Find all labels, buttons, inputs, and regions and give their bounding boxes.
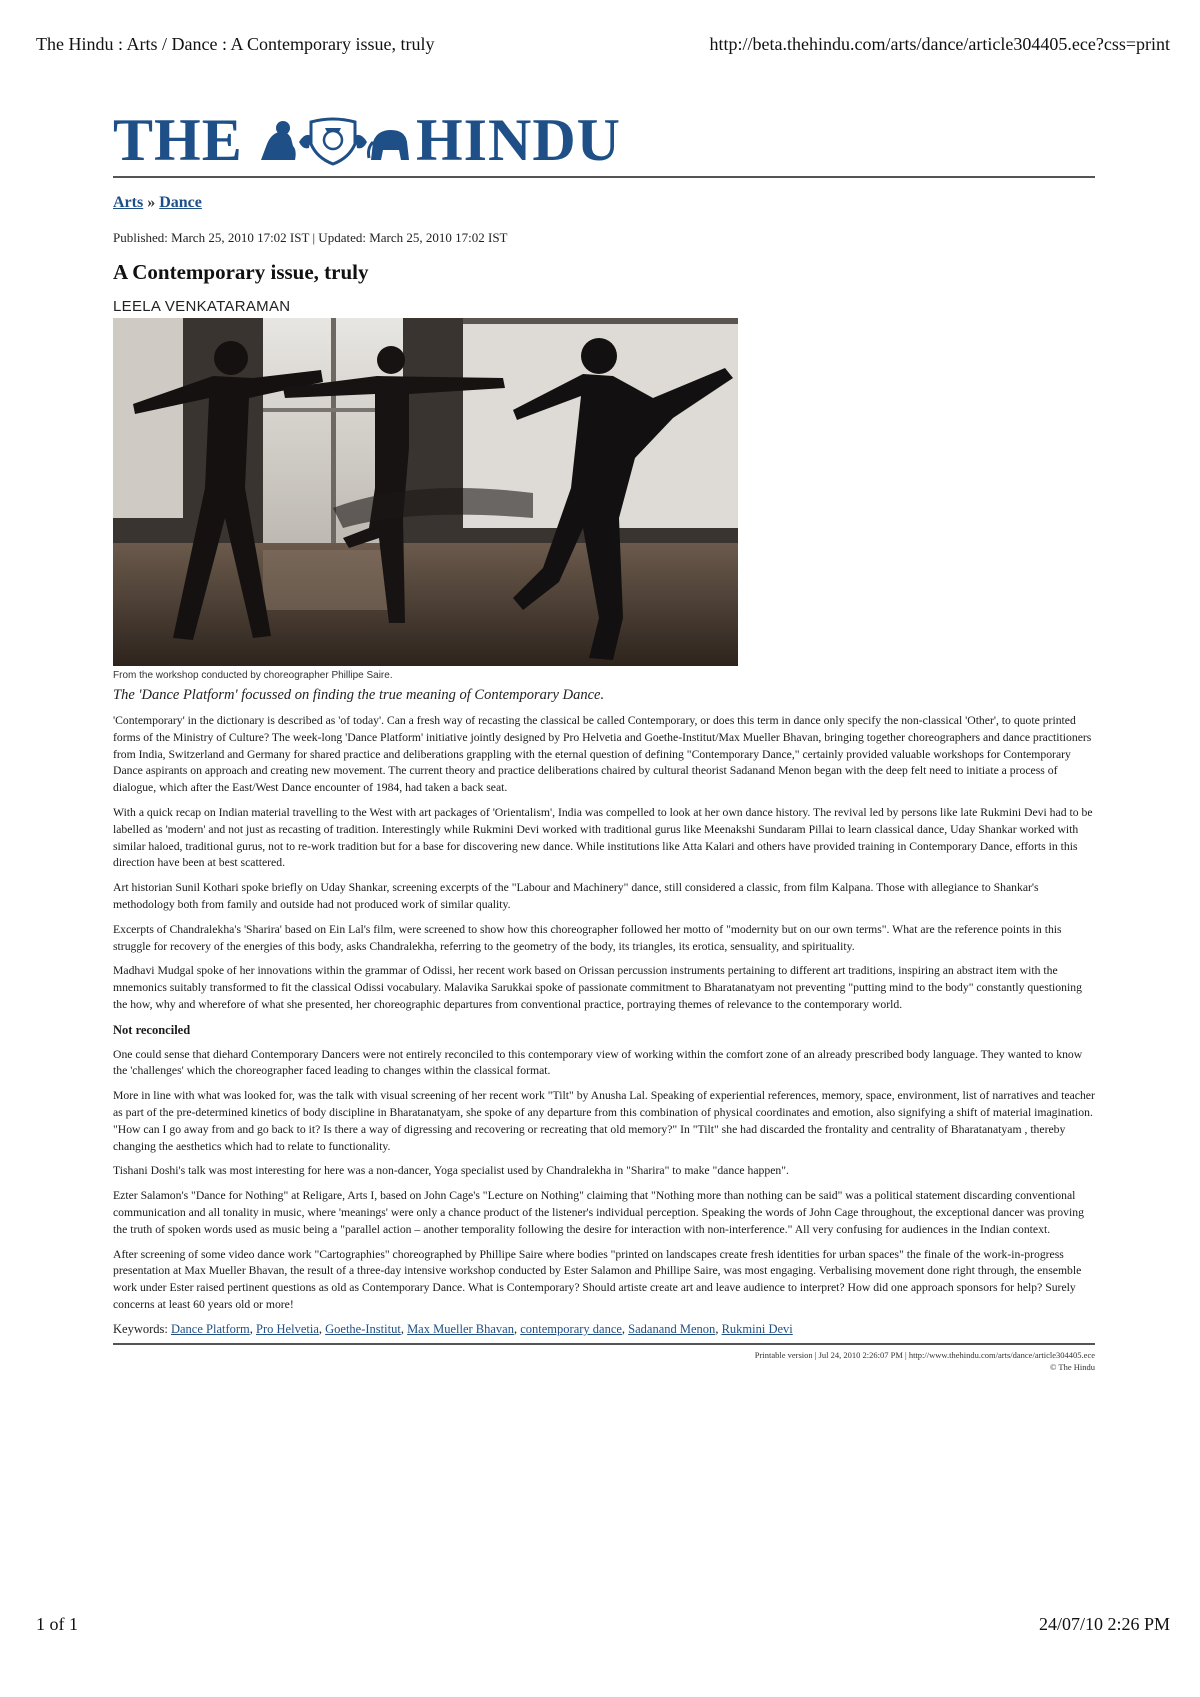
body-paragraph: One could sense that diehard Contemporary Dancers were not entirely reconciled to this contemporary view of working within the comfort zone of an already prescribed body language. They wanted to know the 'challenges' which the choreographer faced leading to changes within the classical format. — [113, 1047, 1083, 1078]
footer-divider — [113, 1343, 1095, 1345]
footer-meta — [113, 1349, 1095, 1373]
article-byline: LEELA VENKATARAMAN — [113, 298, 291, 315]
print-header-title: The Hindu : Arts / Dance : A Contemporary issue, truly — [36, 34, 435, 54]
body-paragraph: 'Contemporary' in the dictionary is described as 'of today'. Can a fresh way of recasting the classical be called Contemporary, or does this term in dance only specify the non-classical 'Other', to quote printed forms of the Ministry of Culture? The week-long 'Dance Platform' initiative jointly designed by Pro Helvetia and Goethe-Institut/Max Mueller Bhavan, bringing together choreographers and dance practitioners from India, Switzerland and Germany for shared practice and deliberations grappling with the eternal question of defining "Contemporary Dance," certainly provided valuable workshops for Contemporary Dance aspirants on approach and creating new movement. The current theory and practice deliberations chaired by cultural theorist Sadanand Menon began with the deep felt need to initiate a process of dialogue, which after the East/West Dance encounter of 1984, had taken a back seat. — [113, 714, 1092, 795]
body-paragraph: Ezter Salamon's "Dance for Nothing" at Religare, Arts I, based on John Cage's "Lecture on Nothing" claiming that "Nothing more than nothing can be said" was a political statement discarding conventional communication and all tonality in music, where 'meanings' were only a chance product of the listener's individual perception. Speaking the words of John Cage throughout, the exceptional dancer was proving the truth of spoken words used as music being a "parallel action – another temporality following the desire for interaction with non-interference." All very confusing for audiences in the Indian context. — [113, 1189, 1084, 1236]
masthead-logo[interactable] — [113, 108, 1095, 172]
keyword-link-contemporary-dance[interactable]: contemporary dance — [520, 1321, 622, 1336]
masthead-divider — [113, 176, 1095, 178]
keyword-link-pro-helvetia[interactable]: Pro Helvetia — [256, 1321, 319, 1336]
keyword-link-rukmini-devi[interactable]: Rukmini Devi — [721, 1321, 793, 1336]
body-paragraph: Tishani Doshi's talk was most interesting for here was a non-dancer, Yoga specialist used by Chandralekha in "Sharira" to make "dance happen". — [113, 1164, 789, 1178]
body-paragraph: With a quick recap on Indian material travelling to the West with art packages of 'Orientalism', India was compelled to look at her own dance history. The revival led by persons like late Rukmini Devi had to be labelled as 'modern' and not just as recasting of tradition. Interestingly while Rukmini Devi worked with traditional gurus like Meenakshi Sundaram Pillai to learn classical dance, Uday Shankar worked with similar haloed, traditional gurus, not to re-work tradition but for a base for discovering new dance. While institutions like Atta Kalari and others have provided training in Contemporary Dance, efforts in this direction have been at best scattered. — [113, 805, 1093, 870]
print-header — [36, 34, 1170, 58]
article-subhead: Not reconciled — [113, 1022, 191, 1037]
breadcrumb-dance-link[interactable]: Dance — [159, 194, 202, 211]
article-page — [113, 108, 1095, 1373]
body-paragraph: Excerpts of Chandralekha's 'Sharira' based on Ein Lal's film, were screened to show how this choreographer followed her motto of "modernity but on our own terms". What are the reference points in this struggle for recovery of the energies of this body, asks Chandralekha, referring to the geometry of the body, its triangles, its erotica, sensuality, and spirituality. — [113, 922, 1062, 953]
breadcrumb-separator: » — [147, 194, 156, 211]
photo-caption: From the workshop conducted by choreographer Phillipe Saire. — [113, 670, 393, 681]
body-paragraph: Art historian Sunil Kothari spoke briefly on Uday Shankar, screening excerpts of the "Labour and Machinery" dance, still considered a classic, from film Kalpana. Those with allegiance to Shankar's methodology both from family and outside had not produced work of similar quality. — [113, 881, 1039, 911]
masthead-hindu: HINDU — [416, 107, 622, 173]
article-standfirst: The 'Dance Platform' focussed on finding the true meaning of Contemporary Dance. — [113, 687, 605, 703]
page-footer — [36, 1614, 1170, 1638]
masthead-the: THE — [113, 107, 243, 173]
copyright-line: © The Hindu — [1049, 1361, 1095, 1372]
publish-dates: Published: March 25, 2010 17:02 IST | Updated: March 25, 2010 17:02 IST — [113, 230, 508, 245]
keyword-link-max-mueller-bhavan[interactable]: Max Mueller Bhavan — [407, 1321, 514, 1336]
print-timestamp: 24/07/10 2:26 PM — [1038, 1614, 1170, 1634]
article-body — [113, 713, 1095, 1314]
article-photo — [113, 318, 738, 666]
page-count: 1 of 1 — [36, 1614, 78, 1634]
keyword-link-goethe-institut[interactable]: Goethe-Institut — [325, 1321, 401, 1336]
body-paragraph: After screening of some video dance work "Cartographies" choreographed by Phillipe Saire where bodies "printed on landscapes create fresh identities for urban spaces" the finale of the work-in-progress presentation at Max Mueller Bhavan, the result of a three-day intensive workshop conducted by Ester Salamon and Phillipe Saire, was most engaging. Verbalising movement done right through, the ensemble work under Ester raised pertinent questions as old as Contemporary Dance. What is Contemporary? Should artiste create art and leave audience to interpret? How did one approach sponsors for help? Surely concerns at least 60 years old or more! — [113, 1247, 1082, 1311]
printable-version-line: Printable version | Jul 24, 2010 2:26:07 PM | http://www.thehindu.com/arts/dance/article304405.ece — [754, 1349, 1095, 1360]
body-paragraph: More in line with what was looked for, was the talk with visual screening of her recent work "Tilt" by Anusha Lal. Speaking of experiential references, memory, space, environment, list of narratives and teacher as part of the pre-determined kinetics of body discipline in Bharatanatyam, she spoke of any departure from this combination of physical coordinates and emotion, also signifying a shift of material imagination. "How can I go away from and go back to it? Is there a way of digressing and recovering or recreating that old memory?" In "Tilt" she had discarded the frontality and centrality of Bharatanatyam , thereby changing the aesthetics which had to relate to functionality. — [113, 1089, 1095, 1153]
dancers-silhouette-image — [113, 318, 738, 666]
article-headline: A Contemporary issue, truly — [113, 260, 369, 284]
print-header-url[interactable]: http://beta.thehindu.com/arts/dance/article304405.ece?css=print — [709, 34, 1170, 54]
keywords-label: Keywords: — [113, 1321, 168, 1336]
keyword-link-dance-platform[interactable]: Dance Platform — [170, 1321, 250, 1336]
breadcrumb — [113, 194, 1095, 212]
masthead-emblem-icon — [253, 114, 413, 166]
body-paragraph: Madhavi Mudgal spoke of her innovations within the grammar of Odissi, her recent work based on Orissan percussion instruments pertaining to different art traditions, inspiring an abstract item with the mnemonics suitably transformed to fit the classical Odissi vocabulary. Malavika Sarukkai spoke of passionate commitment to Bharatanatyam not preventing "putting mind to the body" constantly questioning the how, why and wherefore of what she presented, her choreographic departures from conventional practice, portraying themes of relevance to the contemporary world. — [113, 964, 1082, 1011]
keywords-row: Keywords: Dance Platform, Pro Helvetia, Goethe-Institut, Max Mueller Bhavan, contemporary dance, Sadanand Menon, Rukmini Devi — [113, 1321, 793, 1336]
keyword-link-sadanand-menon[interactable]: Sadanand Menon — [628, 1321, 716, 1336]
breadcrumb-arts-link[interactable]: Arts — [113, 194, 144, 211]
